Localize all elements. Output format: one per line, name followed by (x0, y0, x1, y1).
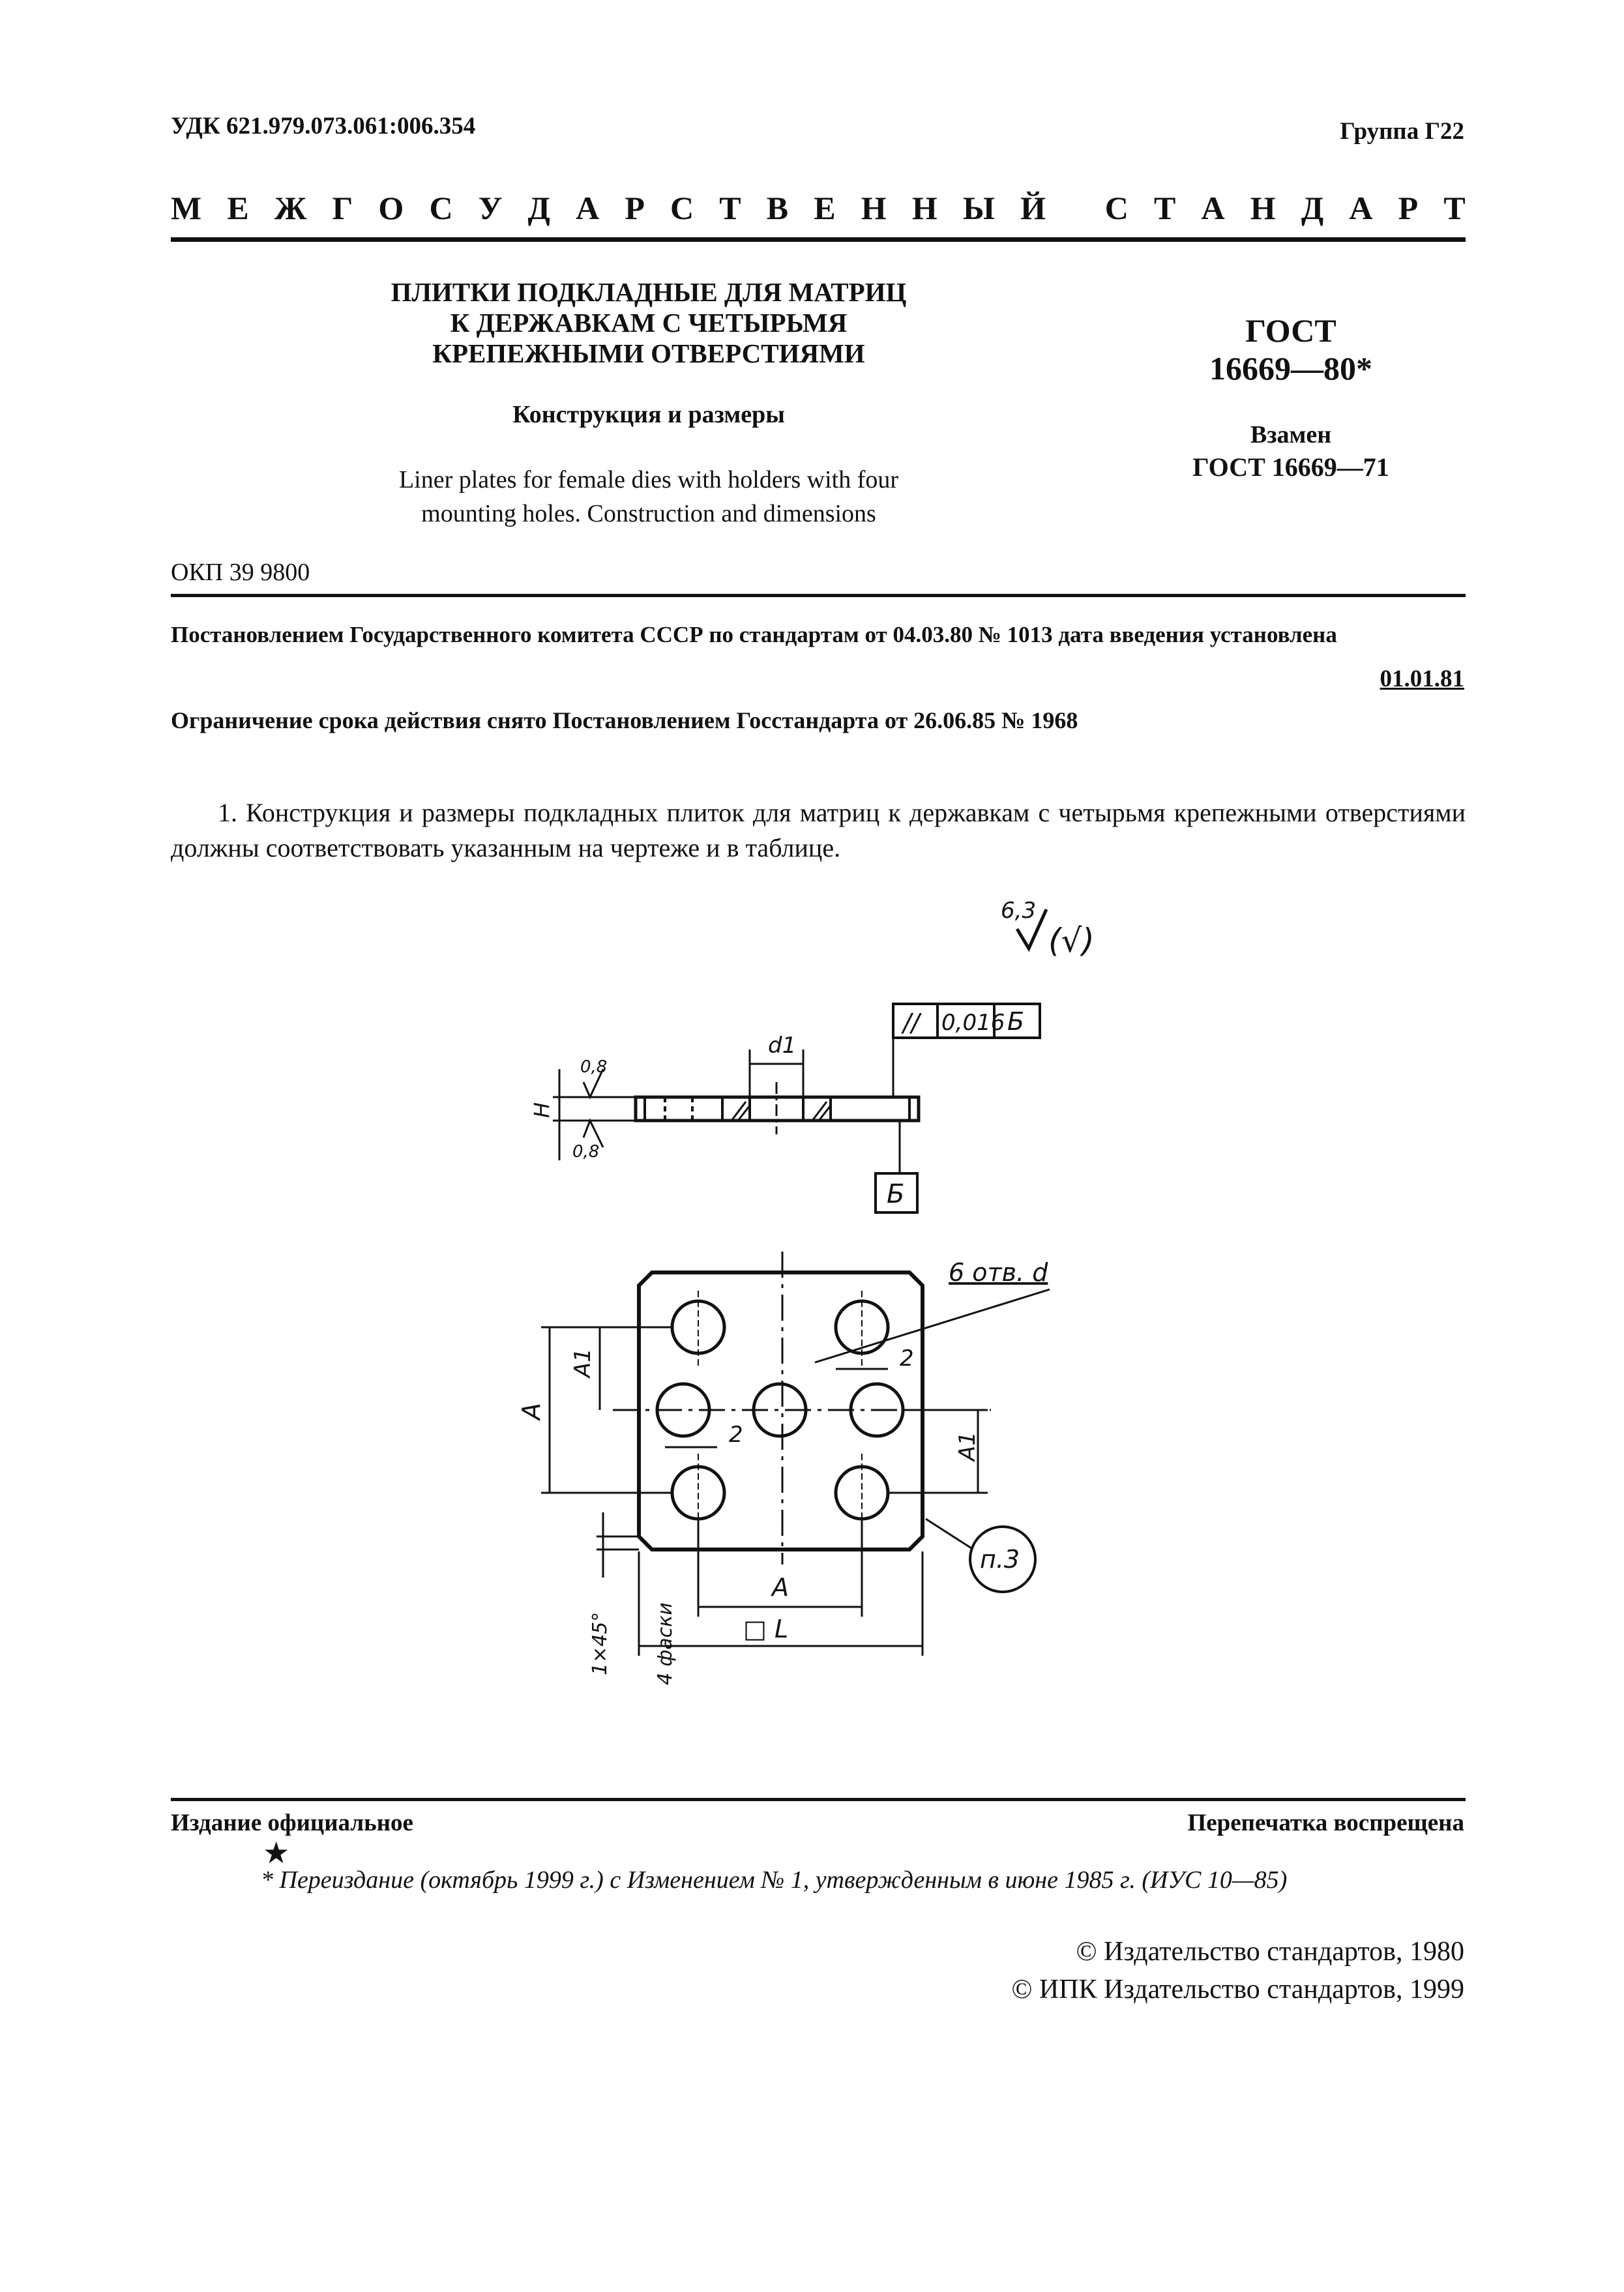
limitation-text: Ограничение срока действия снято Постановлением Госстандарта от 26.06.85 № 1968 (171, 707, 1078, 733)
a-left-label: A (517, 1403, 546, 1420)
banner-letter: Ж (274, 190, 307, 226)
banner-letter: С (1104, 190, 1129, 226)
banner-letter: О (378, 190, 404, 226)
banner-letter: А (1201, 190, 1225, 226)
tolerance-datum: Б (1007, 1007, 1025, 1036)
roughness-general-value: 6,3 (1001, 898, 1037, 924)
banner-letter: Е (227, 190, 249, 226)
h-label: H (529, 1102, 554, 1118)
banner-letter: Д (527, 190, 550, 226)
banner-letter: Т (719, 190, 741, 226)
banner-letter: А (576, 190, 600, 226)
replaces-label: Взамен (1250, 421, 1332, 448)
banner-letter: Ы (962, 190, 995, 226)
note-ref-label: п.3 (980, 1545, 1020, 1574)
document-subtitle: Конструкция и размеры (512, 401, 785, 428)
holes-leader (815, 1289, 1050, 1362)
reissue-note: * Переиздание (октябрь 1999 г.) с Изменением № 1, утвержденным в июне 1985 г. (ИУС 10—85) (261, 1866, 1288, 1894)
okp-code: ОКП 39 9800 (171, 559, 310, 586)
roughness-general-paren: (√) (1048, 922, 1095, 960)
datum-label: Б (887, 1179, 905, 1209)
banner-letter: С (429, 190, 453, 226)
l-label: □ L (743, 1615, 789, 1643)
banner-letter: В (766, 190, 789, 226)
dim-2-left: 2 (729, 1422, 743, 1448)
tolerance-symbol: // (903, 1008, 920, 1037)
banner-letter: Н (911, 190, 937, 226)
chamfer-count-label: 4 фаски (654, 1602, 677, 1685)
decree-date: 01.01.81 (1380, 666, 1464, 692)
group-code: Группа Г22 (1340, 118, 1464, 145)
paragraph-1: 1. Конструкция и размеры подкладных плиток для матриц к державкам с четырьмя крепежными отверстиями должны соответствовать указанным на чертеже и в таблице. (171, 798, 1466, 862)
decree-text: Постановлением Государственного комитета СССР по стандартам от 04.03.80 № 1013 дата введения установлена (171, 622, 1337, 647)
document-title-line1: ПЛИТКИ ПОДКЛАДНЫЕ ДЛЯ МАТРИЦ (391, 277, 907, 307)
footer-rule (171, 1798, 1466, 1801)
banner-letter: М (171, 190, 202, 226)
banner-letter: Н (861, 190, 887, 226)
document-title-line2: К ДЕРЖАВКАМ С ЧЕТЫРЬМЯ (450, 308, 848, 338)
edition-label: Издание официальное (171, 1810, 413, 1836)
section-hatch (731, 1102, 831, 1121)
banner-letter: Р (625, 190, 645, 226)
reprint-label: Перепечатка воспрещена (1187, 1810, 1464, 1836)
banner-letter: С (670, 190, 694, 226)
banner-letter: Г (332, 190, 353, 226)
banner-letter: У (478, 190, 503, 226)
holes-note: 6 отв. d (949, 1258, 1048, 1287)
english-title-line1: Liner plates for female dies with holders with four (398, 466, 899, 493)
roughness-bottom-value: 0,8 (572, 1142, 600, 1162)
banner-letter: Р (1398, 190, 1419, 226)
banner-letter: Т (1154, 190, 1176, 226)
english-title-line2: mounting holes. Construction and dimensions (421, 500, 876, 527)
tolerance-value: 0,016 (941, 1010, 1005, 1036)
copyright-1999: © ИПК Издательство стандартов, 1999 (1011, 1975, 1464, 2005)
star-icon: ★ (263, 1836, 290, 1870)
banner-letter: А (1349, 190, 1373, 226)
replaces-gost: ГОСТ 16669—71 (1192, 452, 1389, 482)
copyright-1980: © Издательство стандартов, 1980 (1076, 1937, 1464, 1967)
udk-code: УДК 621.979.073.061:006.354 (171, 113, 476, 140)
banner-letter: Е (814, 190, 836, 226)
gost-number: 16669—80* (1209, 350, 1372, 387)
a1-left-label: A1 (570, 1348, 596, 1377)
banner-letter: Й (1020, 190, 1046, 226)
document-title-line3: КРЕПЕЖНЫМИ ОТВЕРСТИЯМИ (432, 338, 865, 368)
a-bottom-label: A (772, 1573, 789, 1602)
d1-label: d1 (768, 1033, 797, 1059)
banner-letter: Д (1301, 190, 1324, 226)
roughness-top-value: 0,8 (580, 1057, 608, 1077)
copyright-block (1011, 1933, 1464, 2008)
chamfer-label: 1×45° (589, 1611, 612, 1675)
a1-right-label: A1 (954, 1432, 981, 1461)
banner-letter: Н (1250, 190, 1276, 226)
gost-label: ГОСТ (1245, 312, 1336, 349)
dim-2-right: 2 (900, 1345, 914, 1372)
banner-letter: Т (1443, 190, 1466, 226)
